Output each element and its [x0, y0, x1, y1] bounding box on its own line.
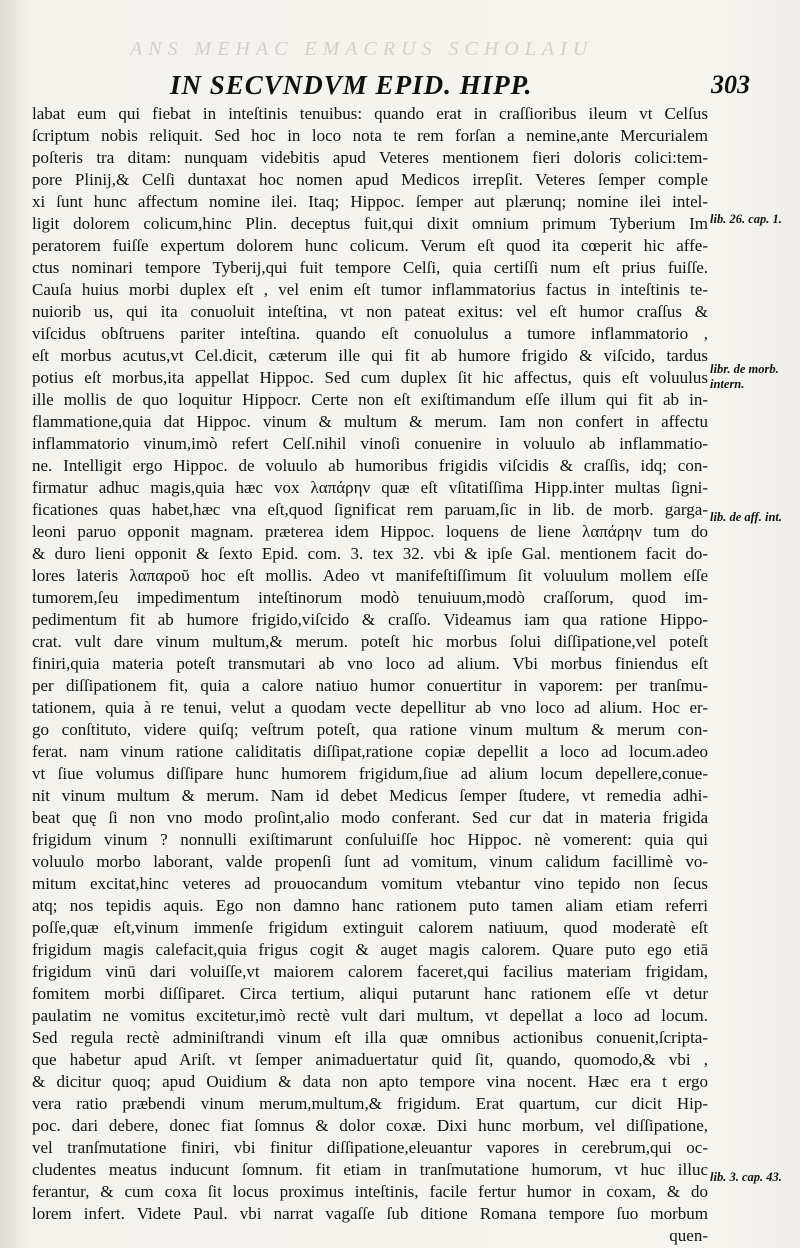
text-line: firmatur adhuc magis,quia hæc vox λαπάρην quæ eſt vſitatiſſima Hipp.inter multas ſigni-	[32, 478, 708, 497]
text-line: Sed regula rectè adminiſtrandi vinum eſt illa quæ omnibus actionibus conuenit,ſcripta-	[32, 1028, 708, 1047]
margin-note: lib. de aff. int.	[710, 510, 782, 524]
text-line: pedimentum fit ab humore frigido,viſcido & craſſo. Videamus iam qua ratione Hippo-	[32, 610, 708, 629]
text-line: mitum excitat,hinc veteres ad prouocandum vomitum vtebantur vino tepido non ſecus	[32, 874, 708, 893]
text-line: labat eum qui fiebat in inteſtinis tenuibus: quando erat in craſſioribus ileum vt Celſus	[32, 104, 708, 123]
text-line: lorem infert. Videte Paul. vbi narrat vagaſſe ſub ditione Romana tempore ſuo morbum	[32, 1204, 708, 1223]
margin-note: intern.	[710, 377, 745, 391]
text-line: tumorem,ſeu impedimentum inteſtinorum modò tenuiuum,modò craſſorum, quod im-	[32, 588, 708, 607]
text-line: voluulo morbo laborant, valde propenſi ſunt ad vomitum, vinum calidum facillimè vo-	[32, 852, 708, 871]
text-line: pore Plinij,& Celſi duntaxat hoc nomen apud Medicos irrepſit. Veteres ſemper comple	[32, 170, 708, 189]
text-line: frigidum vinū dari voluiſſe,vt maiorem calorem faceret,qui facilius materiam frigidam,	[32, 962, 708, 981]
text-line: nit vinum multum & merum. Nam id debet Medicus ſemper ſtudere, vt remedia adhi-	[32, 786, 708, 805]
text-line: vt ſiue volumus diſſipare hunc humorem frigidum,ſiue ad alium locum depellere,conue-	[32, 764, 708, 783]
page-header	[170, 70, 750, 100]
text-line: atq; nos tepidis aquis. Ego non damno hanc rationem puto tamen aliam etiam referri	[32, 896, 708, 915]
page-number: 303	[711, 70, 750, 99]
text-line: poſſe,quæ eſt,vinum immenſe frigidum extinguit calorem natiuum, quod moderatè eſt	[32, 918, 708, 937]
text-line: paulatim ne vomitus excitetur,imò rectè vult dari multum, vt depellat a loco ad locum.	[32, 1006, 708, 1025]
text-line: viſcidus obſtruens pariter inteſtina. quando eſt conuolulus a tumore inflammatorio ,	[32, 324, 708, 343]
text-line: flammatione,quia dat Hippoc. vinum & multum & merum. Iam non confert in affectu	[32, 412, 708, 431]
text-line: & dicitur quoq; apud Ouidium & data non apto tempore vina nocent. Hæc era t ergo	[32, 1072, 708, 1091]
text-line: cludentes meatus inducunt ſomnum. fit etiam in tranſmutatione humorum, vt huc illuc	[32, 1160, 708, 1179]
text-line: go conſtituto, videre quiſq; veſtrum poteſt, qua ratione vinum multum & merum con-	[32, 720, 708, 739]
catchword: quen-	[669, 1226, 708, 1245]
running-head: IN SECVNDVM EPID. HIPP.	[170, 70, 533, 100]
text-line: poc. dari debere, donec fiat ſomnus & dolor coxæ. Dixi hunc morbum, vel diſſipatione,	[32, 1116, 708, 1135]
text-line: tationem, quia à re tenui, velut a quodam vecte depellitur ab vno loco ad alium. Hoc er-	[32, 698, 708, 717]
text-line: ferat. nam vinum ratione caliditatis diſſipat,ratione copiæ depellit a loco ad locum.adeo	[32, 742, 708, 761]
text-line: Cauſa huius morbi duplex eſt , vel enim eſt tumor inflammatorius factus in inteſtinis te-	[32, 280, 708, 299]
text-line: crat. vult dare vinum multum,& merum. poteſt hic morbus ſolui diſſipatione,vel poteſt	[32, 632, 708, 651]
text-line: beat quę ſi non vno modo proſint,alio modo conferant. Sed cur dat in materia frigida	[32, 808, 708, 827]
text-line: ferantur, & cum coxa ſit locus proximus inteſtinis, facile fertur humor in coxam, & do	[32, 1182, 708, 1201]
text-line: nuiorib us, qui ita conuoluit inteſtina, vt non pateat exitus: vel eſt humor craſſus &	[32, 302, 708, 321]
text-line: poſteris tra ditam: nunquam videbitis apud Veteres mentionem fieri doloris colici:tem-	[32, 148, 708, 167]
text-line: finiri,quia materia poteſt transmutari ab vno loco ad alium. Vbi morbus finiendus eſt	[32, 654, 708, 673]
text-line: vel tranſmutatione finiri, vbi finitur diſſipatione,eleuantur vapores in cerebrum,qui oc-	[32, 1138, 708, 1157]
text-line: eſt morbus acutus,vt Cel.dicit, cæterum ille qui fit ab humore frigido & viſcido, tardus	[32, 346, 708, 365]
margin-note: lib. 26. cap. 1.	[710, 212, 782, 226]
text-line: ille mollis de quo loquitur Hippocr. Certe non eſt exiſtimandum eſſe illum qui fit ab in-	[32, 390, 708, 409]
text-line: frigidum magis calefacit,quia frigus cogit & auget magis calorem. Quare puto ego etiā	[32, 940, 708, 959]
margin-note: lib. 3. cap. 43.	[710, 1170, 782, 1184]
text-line: & duro lieni opponit & ſexto Epid. com. 3. tex 32. vbi & ipſe Gal. mentionem facit do-	[32, 544, 708, 563]
text-line: peratorem fuiſſe expertum dolorem hunc colicum. Verum eſt quod ita cœperit hic affe-	[32, 236, 708, 255]
text-line: xi ſunt hunc affectum nomine ilei. Itaq; Hippoc. ſemper aut plærunq; nomine ilei intel-	[32, 192, 708, 211]
body-text	[32, 103, 708, 1247]
text-line: ctus nominari tempore Tyberij,qui fuit tempore Celſi, quia certiſſi num eſt prius fuiſſe.	[32, 258, 708, 277]
text-line: ne. Intelligit ergo Hippoc. de voluulo ab humoribus frigidis viſcidis & craſſis, idq; con-	[32, 456, 708, 475]
text-line: fomitem morbi diſſiparet. Circa tertium, aliqui putarunt hanc rationem eſſe vt detur	[32, 984, 708, 1003]
text-line: inflammatorio vinum,imò refert Celſ.nihil vinoſi conuenire in voluulo ab inflammatio-	[32, 434, 708, 453]
text-line: ſcriptum nobis reliquit. Sed hoc in loco nota te rem forſan a nemine,ante Mercurialem	[32, 126, 708, 145]
margin-note: libr. de morb.	[710, 362, 779, 376]
text-line: vera ratio præbendi vinum merum,multum,& frigidum. Erat quartum, cur dicit Hip-	[32, 1094, 708, 1113]
text-line: leoni paruo opponit magnam. præterea idem Hippoc. loquens de liene λαπάρην tum do	[32, 522, 708, 541]
bleed-through-text: ANS MEHAC EMACRUS SCHOLAIU	[130, 38, 594, 60]
text-line: ligit dolorem colicum,hinc Plin. deceptus fuit,qui dixit omnium primum Tyberium Im	[32, 214, 708, 233]
text-line: frigidum vinum ? nonnulli exiſtimarunt conſuluiſſe hoc Hippoc. nè vomerent: quia qui	[32, 830, 708, 849]
text-line: lores lateris λαπαροῦ hoc eſt mollis. Adeo vt manifeſtiſſimum ſit voluulum mollem eſſe	[32, 566, 708, 585]
text-line: que habetur apud Ariſt. vt ſemper animaduertatur quid ſit, quando, quomodo,& vbi ,	[32, 1050, 708, 1069]
text-line: ficationes quas habet,hæc vna eſt,quod ſignificat rem paruam,ſic in lib. de morb. garga-	[32, 500, 708, 519]
text-line: per diſſipationem fit, quia a calore natiuo humor conuertitur in vaporem: per tranſmu-	[32, 676, 708, 695]
text-line: potius eſt morbus,ita appellat Hippoc. Sed cum duplex ſit hic affectus, quis eſt voluulus	[32, 368, 708, 387]
